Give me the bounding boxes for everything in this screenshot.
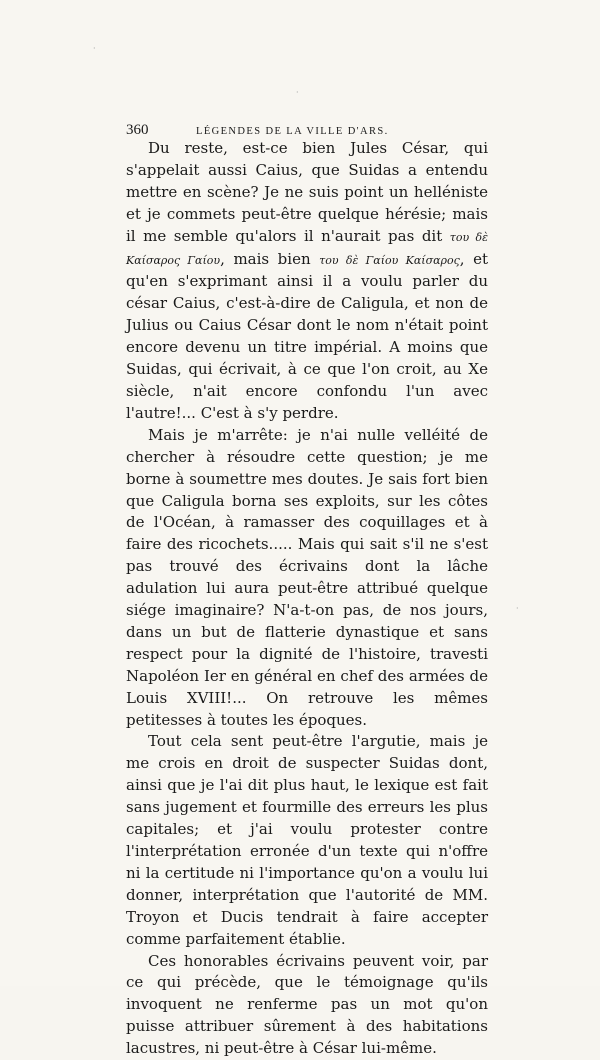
page-number: 360 (126, 122, 149, 138)
greek-phrase-1: του δὲ Καίσαρος Γαίου (126, 230, 488, 267)
paragraph-2 (126, 425, 488, 732)
running-title: LÉGENDES DE LA VILLE D'ARS. (196, 126, 389, 137)
paragraph-4-text: Ces honorables écrivains peuvent voir, par ce qui précède, que le témoignage qu'ils invoquent ne renferme pas un mot qu'on puisse attribuer sûrement à des habitations lacustres, ni peut-être à César lui-même. (126, 951, 488, 1058)
paragraph-2-text: Mais je m'arrête: je n'ai nulle velléité de chercher à résoudre cette question; je me borne à soumettre mes doutes. Je sais fort bien que Caligula borna ses exploits, sur les côtes de l'Océan, à ramasser des coquillages et à faire des ricochets..... Mais qui sait s'il ne s'est pas trouvé des écrivains dont la lâche adulation lui aura peut-être attribué quelque siége imaginaire? N'a-t-on pas, de nos jours, dans un but de flatterie dynastique et sans respect pour la dignité de l'histoire, travesti Napoléon Ier en général en chef des armées de Louis XVIII!... On retrouve les mêmes petitesses à toutes les époques. (126, 425, 488, 729)
page-body (126, 138, 488, 1060)
paper-speck: · (516, 604, 519, 613)
paragraph-1 (126, 138, 488, 425)
paragraph-1-text-b: , mais bien (220, 249, 320, 268)
paragraph-1-text-a: Du reste, est-ce bien Jules César, qui s'appelait aussi Caius, que Suidas a entendu mettre en scène? Je ne suis point un helléniste et je commets peut-être quelque hérésie; mais il me semble qu'alors il n'aurait pas dit (126, 139, 488, 245)
paper-speck: · (93, 44, 96, 53)
paragraph-3 (126, 731, 488, 950)
greek-phrase-2: του δὲ Γαίου Καίσαρος (319, 253, 460, 267)
paragraph-4 (126, 951, 488, 1060)
paragraph-1-text-c: , et qu'en s'exprimant ainsi il a voulu parler du césar Caius, c'est-à-dire de Caligula, et non de Julius ou Caius César dont le nom n'était point encore devenu un titre impérial. A moins que Suidas, qui écrivait, à ce que l'on croit, au Xe siècle, n'ait encore confondu l'un avec l'autre!... C'est à s'y perdre. (126, 249, 489, 422)
paragraph-3-text: Tout cela sent peut-être l'argutie, mais je me crois en droit de suspecter Suidas dont, ainsi que je l'ai dit plus haut, le lexique est fait sans jugement et fourmille des erreurs les plus capitales; et j'ai voulu protester contre l'interprétation erronée d'un texte qui n'offre ni la certitude ni l'importance qu'on a voulu lui donner, interprétation que l'autorité de MM. Troyon et Ducis tendrait à faire accepter comme parfaitement établie. (126, 732, 488, 948)
paper-speck: · (296, 88, 299, 97)
